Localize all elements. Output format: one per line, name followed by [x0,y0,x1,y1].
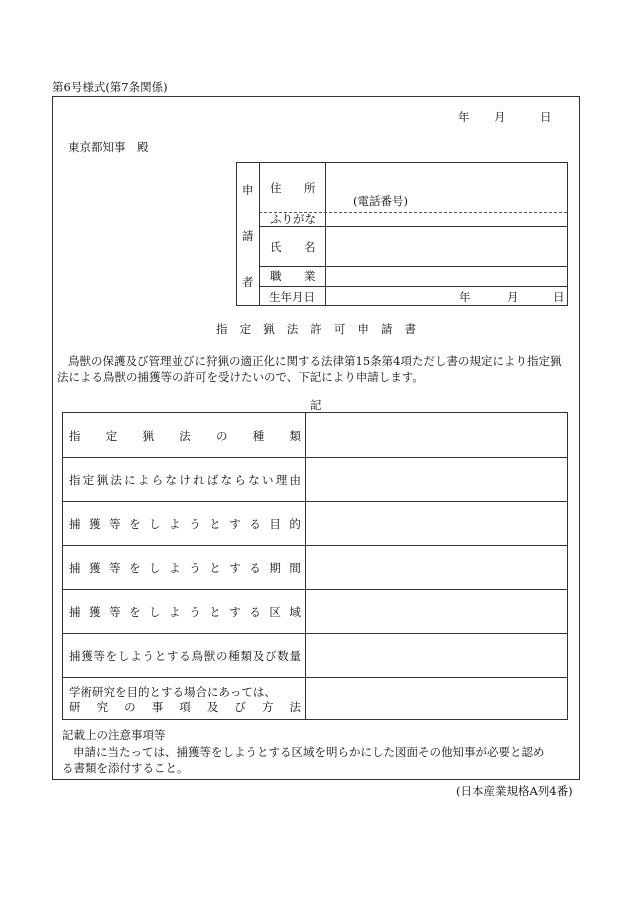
row-label-reason [69,473,301,487]
label-char: す [229,605,241,619]
label-char: れ [193,473,205,487]
label-char: 等 [109,605,121,619]
label-char: 的 [289,517,301,531]
label-char: 獣 [203,649,216,663]
job-label-1: 職 [270,269,282,283]
label-char: る [179,649,191,663]
birth-month: 月 [507,290,519,304]
date-year: 年 [458,110,470,124]
date-day: 日 [540,110,552,124]
notes-line2: る書類を添付すること。 [62,761,189,775]
row-label-purpose [69,517,301,531]
row-label-kind [69,429,301,443]
birth-label: 生年月日 [269,290,315,304]
addressee: 東京都知事 殿 [68,140,149,154]
label-char: 獲 [81,649,93,663]
label-char: 区 [269,605,281,619]
applicant-table [236,162,568,306]
title-char: 請 [380,322,393,336]
address-label-2: 所 [304,181,316,195]
title-char: 指 [216,322,228,336]
label-char: す [229,561,241,575]
name-label-2: 名 [304,240,316,254]
label-char: う [142,649,154,663]
label-char: 種 [228,649,240,663]
label-char: 獲 [89,561,101,575]
title-char: 書 [404,322,416,336]
label-char: ら [151,473,164,487]
title-char: 法 [286,322,299,336]
label-char: 類 [240,649,252,663]
label-char: 間 [289,561,301,575]
label-char: 定 [105,429,118,443]
applicant-side-2: 請 [242,229,254,243]
label-char: 獲 [89,605,101,619]
label-char: る [249,561,261,575]
label-char: を [129,605,141,619]
label-char: と [154,649,167,663]
label-char: す [229,517,241,531]
row-label-area [69,605,301,619]
job-label-2: 業 [304,269,316,283]
label-char: 種 [252,429,265,443]
label-char: を [105,649,118,663]
label-char: 指 [69,473,81,487]
title-char: 猟 [263,322,275,336]
address-label-1: 住 [270,181,282,195]
label-char: 域 [289,605,301,619]
label-char: 量 [289,649,301,663]
row-label-research-2 [69,700,301,714]
ki-heading: 記 [310,398,322,412]
label-char: 捕 [69,649,81,663]
label-char: を [129,517,141,531]
label-char: 鳥 [191,649,203,663]
label-char: る [249,605,261,619]
title-char: 定 [239,322,252,336]
label-char: と [209,561,221,575]
label-char: 指 [69,429,81,443]
label-char: 由 [289,473,301,487]
label-char: る [249,517,261,531]
label-char: う [189,561,201,575]
label-char: 研 [69,700,81,714]
notes-line1: 申請に当たっては、捕獲等をしようとする区域を明らかにした図面その他知事が必要と認め [73,745,545,759]
page-title [216,322,416,336]
label-char: 捕 [69,517,81,531]
birth-day: 日 [553,290,565,304]
label-char: よ [169,517,181,531]
applicant-side-3: 者 [242,275,254,289]
name-label-1: 氏 [270,240,282,254]
label-char: の [216,429,228,443]
title-char: 可 [333,322,346,336]
label-char: な [165,473,177,487]
label-char: 理 [275,473,288,487]
label-char: 法 [110,473,122,487]
label-char: よ [169,605,181,619]
label-char: 等 [109,561,121,575]
label-char: と [209,605,221,619]
label-char: う [189,605,201,619]
label-char: な [248,473,260,487]
record-table [62,412,568,720]
label-char: 項 [179,700,191,714]
label-char: 及 [206,700,219,714]
label-char: 定 [82,473,95,487]
label-char: 猟 [142,429,154,443]
paper-standard: (日本産業規格A列4番) [456,784,573,798]
label-char: と [209,517,221,531]
label-char: 方 [261,700,274,714]
label-char: に [124,473,136,487]
date-month: 月 [494,110,506,124]
label-char: け [179,473,191,487]
birth-year: 年 [459,290,471,304]
label-char: よ [169,561,181,575]
label-char: な [220,473,233,487]
label-char: ら [234,473,246,487]
label-char: い [261,473,274,487]
label-char: し [149,517,161,531]
label-char: 期 [269,561,281,575]
body-text-line2: 法による鳥獣の捕獲等の許可を受けたいので、下記により申請します。 [57,370,424,384]
label-char: よ [130,649,142,663]
phone-label: (電話番号) [353,194,408,208]
label-char: 等 [109,517,121,531]
row-label-period [69,561,301,575]
label-char: 類 [289,429,301,443]
furigana-label: ふりがな [270,212,316,226]
title-char: 許 [310,322,322,336]
row-label-research-1: 学術研究を目的とする場合にあっては、 [69,685,276,699]
title-char: 申 [357,322,369,336]
label-char: す [167,649,179,663]
label-char: よ [137,473,150,487]
applicant-side-1: 申 [242,183,254,197]
notes-title: 記載上の注意事項等 [62,728,166,742]
label-char: び [265,649,277,663]
label-char: う [189,517,201,531]
label-char: し [149,605,161,619]
label-char: 目 [269,517,281,531]
label-char: を [129,561,141,575]
label-char: 法 [289,700,301,714]
label-char: ば [206,473,219,487]
label-char: 事 [151,700,164,714]
label-char: 捕 [69,605,81,619]
label-char: し [118,649,130,663]
label-char: 等 [93,649,105,663]
label-char: 法 [179,429,191,443]
body-text-line1: 鳥獣の保護及び管理並びに狩猟の適正化に関する法律第15条第4項ただし書の規定により指定猟 [68,354,562,368]
form-number: 第6号様式(第7条関係) [52,80,168,94]
label-char: し [149,561,161,575]
label-char: 猟 [96,473,109,487]
label-char: び [234,700,246,714]
label-char: 捕 [69,561,81,575]
label-char: 究 [96,700,109,714]
label-char: の [216,649,228,663]
label-char: の [124,700,136,714]
label-char: 数 [277,649,289,663]
label-char: 及 [252,649,265,663]
row-label-species [69,649,301,663]
label-char: 獲 [89,517,101,531]
